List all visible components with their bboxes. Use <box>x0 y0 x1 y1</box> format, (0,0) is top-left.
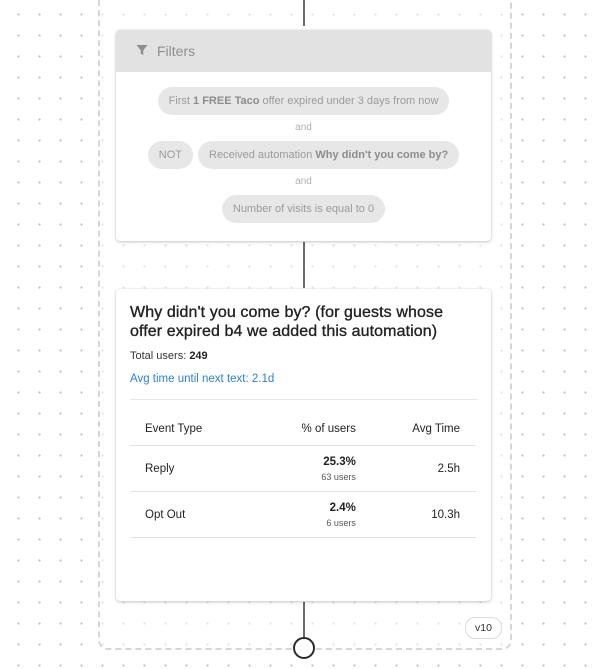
column-header-event-type: Event Type <box>130 412 255 446</box>
table-row <box>130 446 476 492</box>
avg-time-cell: 10.3h <box>366 492 476 538</box>
filter-pill-offer-expired[interactable]: First 1 FREE Taco offer expired under 3 days from now <box>158 87 450 115</box>
user-count: 6 users <box>326 517 356 528</box>
table-header-row <box>130 412 476 446</box>
event-type-cell: Opt Out <box>130 492 255 538</box>
filters-header <box>116 30 491 72</box>
and-label: and <box>295 176 312 187</box>
event-stats-table <box>130 412 476 538</box>
filter-pill-visits[interactable]: Number of visits is equal to 0 <box>222 195 385 223</box>
automation-stats-card[interactable] <box>116 289 491 601</box>
percent-cell <box>255 446 366 492</box>
filters-card[interactable] <box>116 30 491 241</box>
divider <box>130 399 477 400</box>
filters-body <box>116 72 491 223</box>
end-node[interactable] <box>293 637 315 659</box>
version-badge[interactable]: v10 <box>465 617 502 639</box>
column-header-avg-time: Avg Time <box>366 412 476 446</box>
automation-title: Why didn't you come by? (for guests whose offer expired b4 we added this automation) <box>130 304 444 340</box>
percent-value: 2.4% <box>329 501 356 514</box>
avg-time-link[interactable]: Avg time until next text: 2.1d <box>130 373 275 385</box>
event-type-cell: Reply <box>130 446 255 492</box>
filter-pill-received-automation[interactable]: Received automation Why didn't you come by? <box>198 141 459 169</box>
user-count: 63 users <box>321 471 356 482</box>
table-row <box>130 492 476 538</box>
percent-value: 25.3% <box>323 455 356 468</box>
and-label: and <box>295 122 312 133</box>
connector-line-top <box>303 0 305 26</box>
filter-icon <box>136 43 157 59</box>
filter-row-2 <box>116 141 491 169</box>
total-users: Total users: 249 <box>130 350 208 362</box>
avg-time-cell: 2.5h <box>366 446 476 492</box>
connector-line-bottom <box>303 602 305 638</box>
filters-title: Filters <box>157 43 196 59</box>
filter-row-1 <box>116 87 491 115</box>
not-pill[interactable]: NOT <box>148 141 193 169</box>
column-header-percent-users: % of users <box>255 412 366 446</box>
percent-cell <box>255 492 366 538</box>
connector-line-middle <box>303 242 305 288</box>
filter-row-3 <box>116 195 491 223</box>
